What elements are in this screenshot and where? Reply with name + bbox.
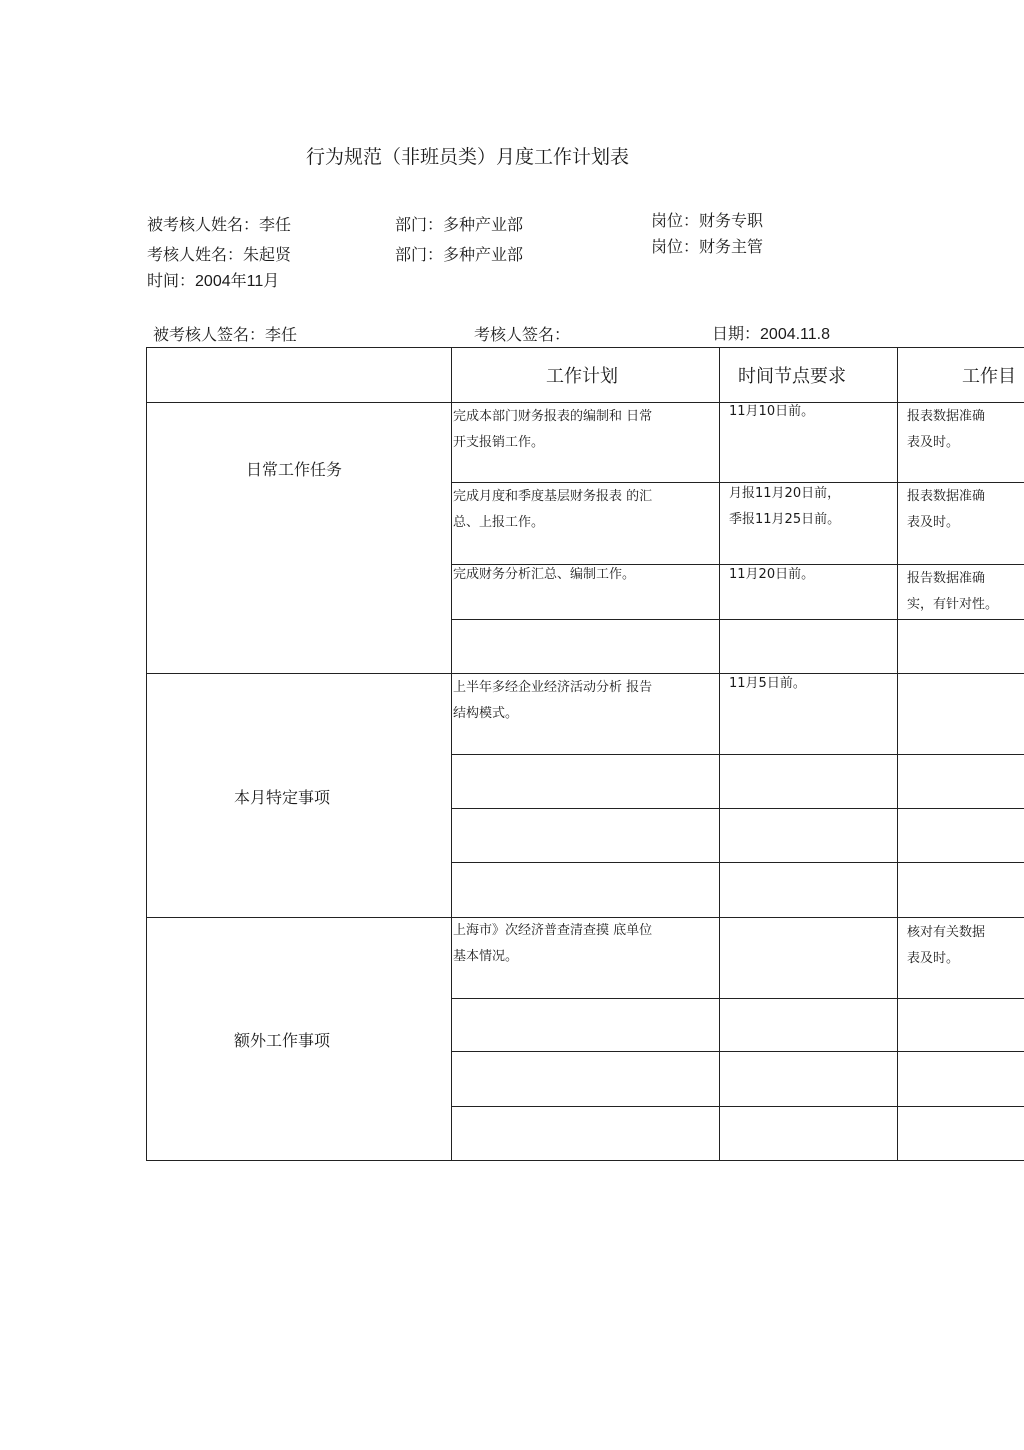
header-deadline: 时间节点要求 xyxy=(738,366,846,387)
table-cell-plan xyxy=(453,484,717,536)
table-cell-deadline xyxy=(729,481,895,533)
cell-line: 表及时。 xyxy=(907,435,960,450)
assessee-post: 岗位：财务专职 xyxy=(651,211,764,230)
cell-line: 完成月度和季度基层财务报表 的汇 xyxy=(453,489,653,504)
cell-line: 总、上报工作。 xyxy=(453,515,545,530)
cell-line: 结构模式。 xyxy=(453,706,519,721)
category-monthly-specific: 本月特定事项 xyxy=(234,788,331,807)
table-rule xyxy=(451,754,1024,755)
assessee-signature: 被考核人签名：李任 xyxy=(153,325,298,344)
assessor-name: 考核人姓名：朱起贤 xyxy=(147,245,292,264)
assessee-name: 被考核人姓名：李任 xyxy=(147,215,292,234)
table-cell-deadline xyxy=(729,399,895,425)
table-cell-goal xyxy=(907,404,1023,456)
table-rule xyxy=(451,862,1024,863)
category-daily-tasks: 日常工作任务 xyxy=(246,460,343,479)
cell-line: 表及时。 xyxy=(907,515,960,530)
cell-line: 完成本部门财务报表的编制和 日常 xyxy=(453,409,653,424)
table-divider xyxy=(451,347,452,1161)
table-rule xyxy=(451,1051,1024,1052)
table-rule xyxy=(451,619,1024,620)
cell-line: 报表数据准确 xyxy=(907,409,986,424)
time-value: 2004年11月 xyxy=(195,273,280,290)
table-cell-plan xyxy=(453,562,717,588)
page-title: 行为规范（非班员类）月度工作计划表 xyxy=(306,146,630,168)
cell-line: 11月5日前。 xyxy=(729,676,806,691)
cell-line: 核对有关数据 xyxy=(907,925,986,940)
category-extra-tasks: 额外工作事项 xyxy=(234,1031,331,1050)
table-cell-deadline xyxy=(729,562,895,588)
date-row xyxy=(712,321,830,344)
assessor-signature: 考核人签名： xyxy=(474,325,571,344)
table-cell-plan xyxy=(453,918,717,970)
table-rule xyxy=(451,998,1024,999)
table-cell-goal xyxy=(907,566,1023,618)
cell-line: 11月20日前。 xyxy=(729,567,815,582)
date-value: 2004.11.8 xyxy=(760,326,831,343)
cell-line: 报告数据准确 xyxy=(907,571,986,586)
time-row xyxy=(147,268,279,291)
table-divider xyxy=(897,347,898,1161)
cell-line: 表及时。 xyxy=(907,951,960,966)
table-border-top xyxy=(146,347,1024,348)
date-label: 日期： xyxy=(712,324,761,343)
assessor-department: 部门：多种产业部 xyxy=(395,245,524,264)
cell-line: 报表数据准确 xyxy=(907,489,986,504)
time-label: 时间： xyxy=(147,271,196,290)
cell-line: 完成财务分析汇总、编制工作。 xyxy=(453,567,636,582)
table-cell-plan xyxy=(453,675,717,727)
assessor-post: 岗位：财务主管 xyxy=(651,237,764,256)
table-border-left xyxy=(146,347,147,1161)
table-cell-deadline xyxy=(729,671,895,697)
header-work-plan: 工作计划 xyxy=(546,366,618,387)
cell-line: 季报11月25日前。 xyxy=(729,512,841,527)
table-cell-plan xyxy=(453,404,717,456)
assessee-department: 部门：多种产业部 xyxy=(395,215,524,234)
table-cell-goal xyxy=(907,484,1023,536)
cell-line: 基本情况。 xyxy=(453,949,519,964)
cell-line: 上半年多经企业经济活动分析 报告 xyxy=(453,680,653,695)
table-rule xyxy=(451,808,1024,809)
table-cell-goal xyxy=(907,920,1023,972)
cell-line: 11月10日前。 xyxy=(729,404,815,419)
table-rule xyxy=(451,1106,1024,1107)
cell-line: 实，有针对性。 xyxy=(907,597,999,612)
cell-line: 上海市》次经济普查清查摸 底单位 xyxy=(453,923,653,938)
cell-line: 月报11月20日前， xyxy=(729,486,841,501)
table-border-bottom xyxy=(146,1160,1024,1161)
table-divider xyxy=(719,347,720,1161)
header-work-goal: 工作目 xyxy=(962,366,1016,387)
cell-line: 开支报销工作。 xyxy=(453,435,545,450)
